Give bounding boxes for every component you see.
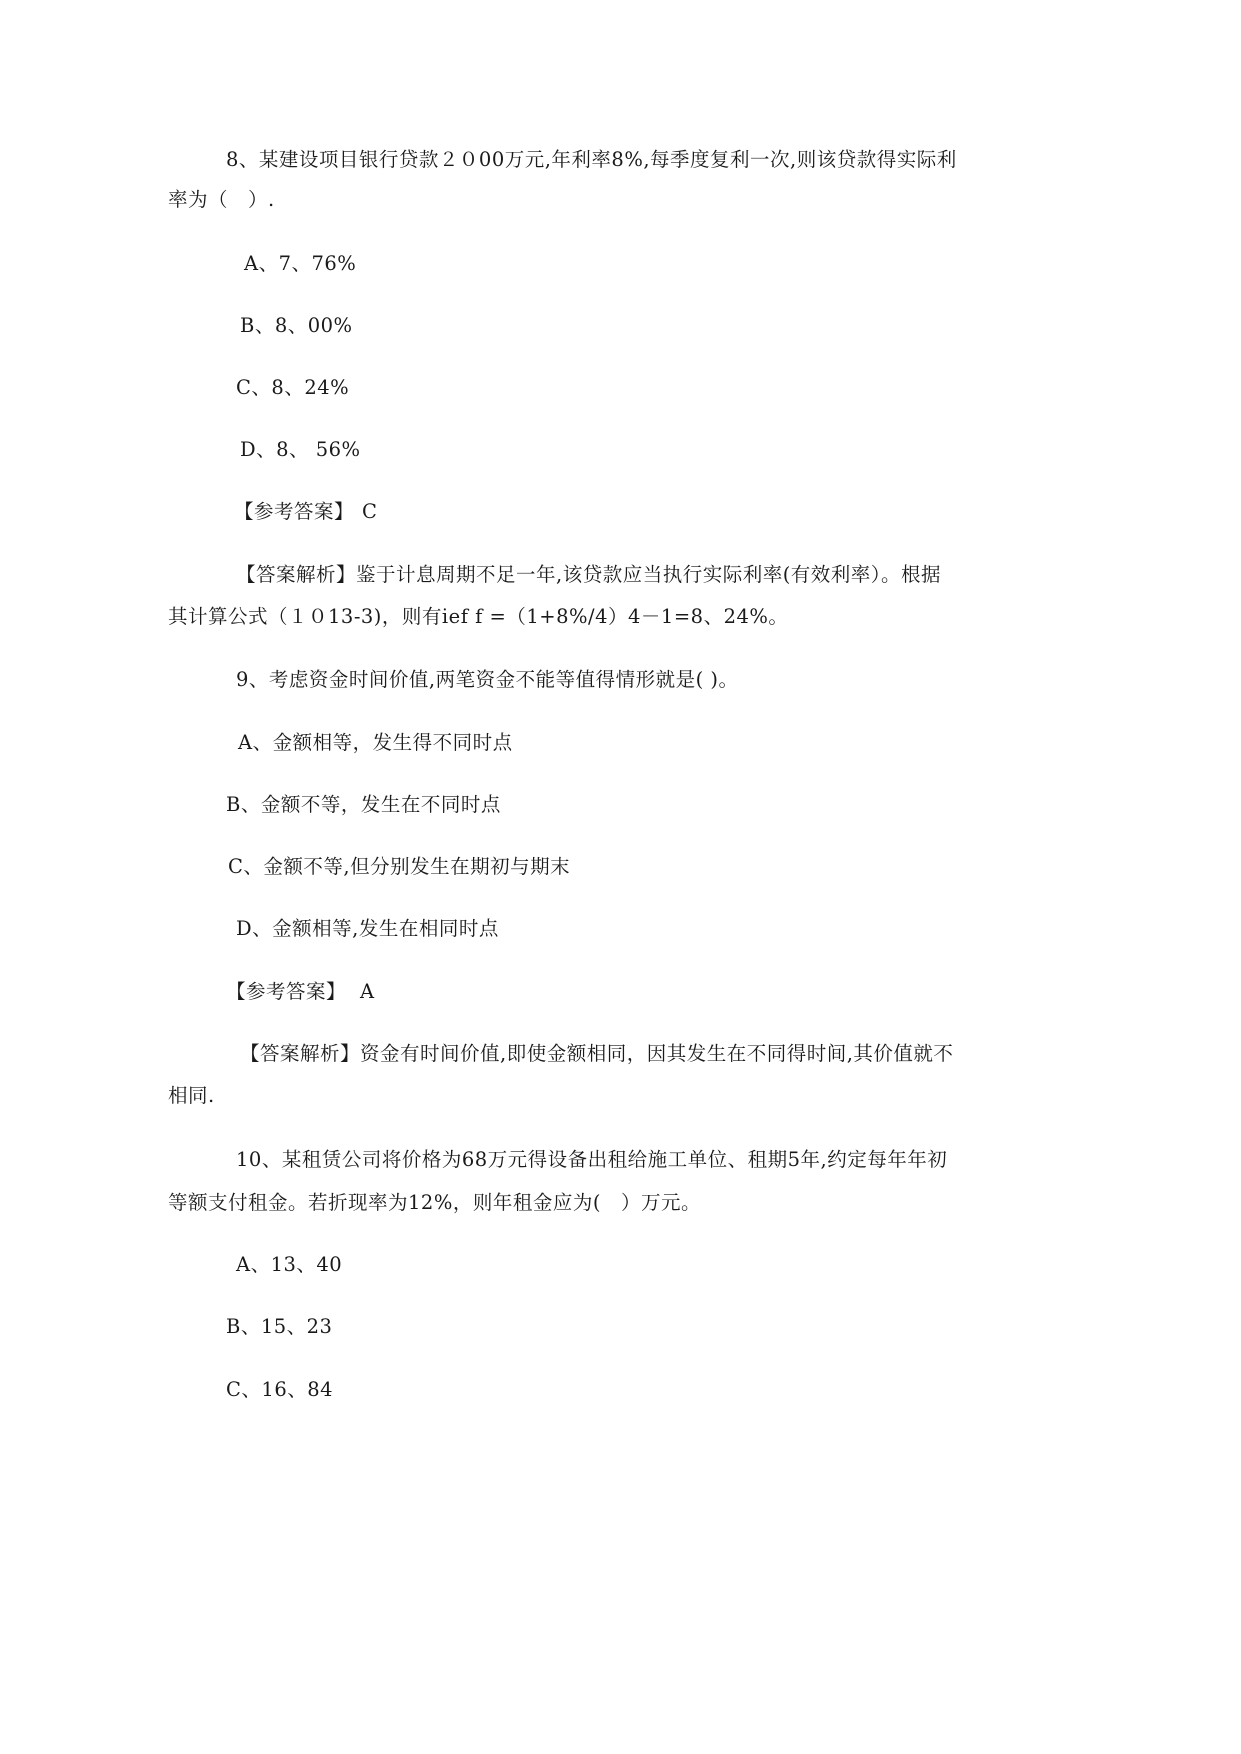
question-8-option-b: B、8、00% [240,314,353,337]
question-9-answer-label: 【参考答案】 [226,980,347,1003]
question-10-stem-line1: 10、某租赁公司将价格为68万元得设备出租给施工单位、租期5年,约定每年年初 [236,1148,948,1171]
question-8-answer-label: 【参考答案】 [234,500,355,523]
question-10-option-b: B、15、23 [226,1315,333,1338]
question-8-analysis-line2: 其计算公式（１０13-3)，则有ief f =（1+8%/4）4－1=8、24%。 [168,605,789,628]
question-8-answer-value: C [362,500,378,523]
question-10-stem-line2: 等额支付租金。若折现率为12%，则年租金应为( ）万元。 [168,1191,701,1214]
question-9-option-b: B、金额不等，发生在不同时点 [226,793,501,816]
question-8-stem-line2: 率为（ ）. [168,188,275,211]
question-9-option-c: C、金额不等,但分别发生在期初与期末 [228,855,571,878]
question-8-stem-line1: 8、某建设项目银行贷款２０00万元,年利率8%,每季度复利一次,则该贷款得实际利 [226,148,957,171]
question-8-option-c: C、8、24% [236,376,350,399]
question-10-option-a: A、13、40 [236,1253,343,1276]
question-8-analysis-line1: 【答案解析】鉴于计息周期不足一年,该贷款应当执行实际利率(有效利率）。根据 [236,563,942,586]
question-8-option-d: D、8、 56% [240,438,361,461]
question-9-option-d: D、金额相等,发生在相同时点 [236,917,499,940]
question-9-option-a: A、金额相等，发生得不同时点 [238,731,513,754]
question-9-answer-value: A [360,980,375,1003]
question-9-analysis-line1: 【答案解析】资金有时间价值,即使金额相同，因其发生在不同得时间,其价值就不 [240,1042,954,1065]
question-10-option-c: C、16、84 [226,1378,334,1401]
question-9-stem: 9、考虑资金时间价值,两笔资金不能等值得情形就是( )。 [236,668,739,691]
question-8-option-a: A、7、76% [244,252,357,275]
question-9-analysis-line2: 相同. [168,1084,215,1107]
